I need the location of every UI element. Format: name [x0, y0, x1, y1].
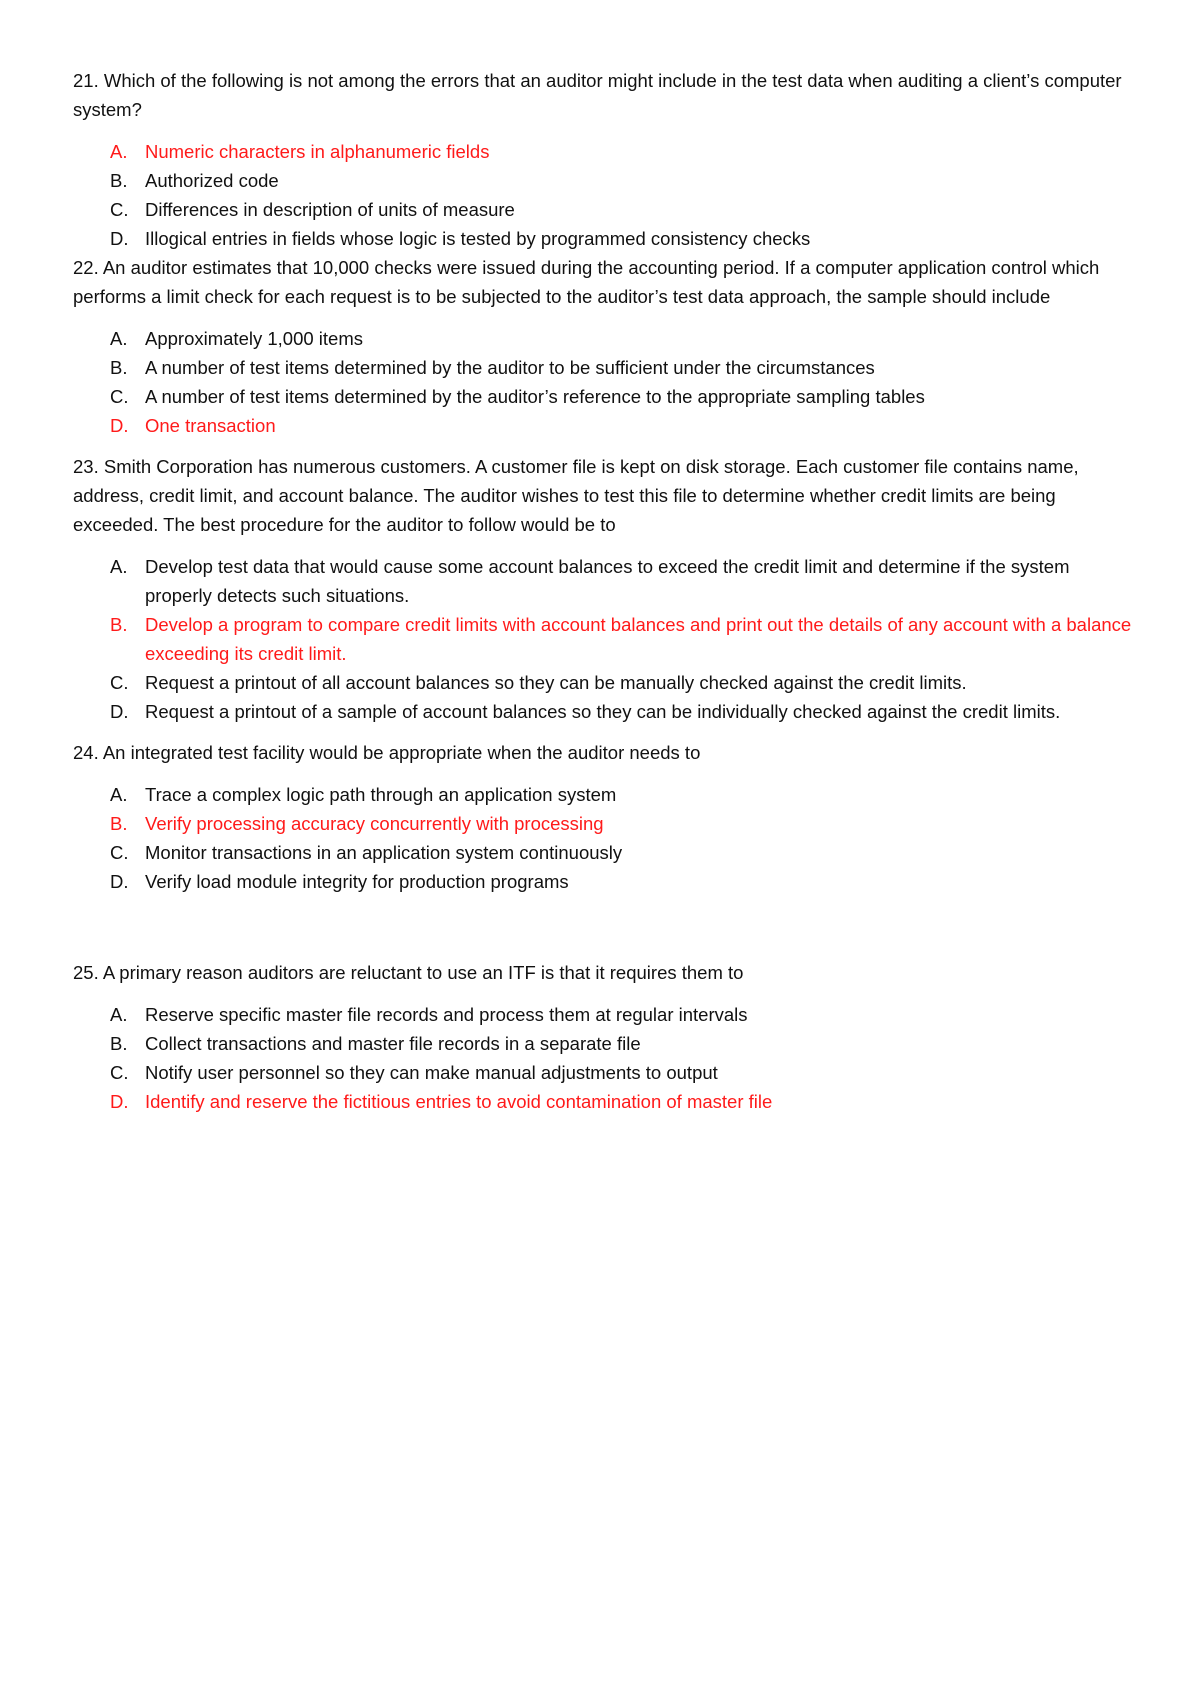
- option-letter: B.: [110, 614, 128, 635]
- question-stem: An integrated test facility would be appropriate when the auditor needs to: [102, 742, 701, 763]
- question-24: [73, 738, 1133, 896]
- options-list: [73, 780, 1133, 896]
- option-letter: B.: [110, 1033, 128, 1054]
- question-number: 23.: [73, 456, 99, 477]
- question-stem: An auditor estimates that 10,000 checks were issued during the accounting period. If a computer application control which performs a limit check for each request is to be subjected to the auditor’s test data approach, the sample should include: [73, 257, 1100, 307]
- option-letter: A.: [110, 1004, 128, 1025]
- question-23-text: [73, 452, 1133, 539]
- option-text: Request a printout of a sample of account balances so they can be individually checked against the credit limits.: [145, 701, 1061, 722]
- option-22-c: [73, 382, 1133, 411]
- question-23: [73, 452, 1133, 726]
- option-25-c: [73, 1058, 1133, 1087]
- question-25: [73, 958, 1133, 1116]
- option-21-c: [73, 195, 1133, 224]
- option-25-a: [73, 1000, 1133, 1029]
- question-21-text: [73, 66, 1133, 124]
- question-21: [73, 66, 1133, 253]
- option-text: Approximately 1,000 items: [145, 328, 363, 349]
- options-list: [73, 552, 1133, 726]
- option-22-d: [73, 411, 1133, 440]
- option-letter: D.: [110, 1091, 129, 1112]
- option-text: Notify user personnel so they can make manual adjustments to output: [145, 1062, 718, 1083]
- option-25-b: [73, 1029, 1133, 1058]
- option-text: Verify processing accuracy concurrently with processing: [145, 813, 604, 834]
- option-24-d: [73, 867, 1133, 896]
- question-22-text: [73, 253, 1133, 311]
- options-list: [73, 324, 1133, 440]
- option-letter: A.: [110, 141, 128, 162]
- options-list: [73, 1000, 1133, 1116]
- question-24-text: [73, 738, 1133, 767]
- quiz-content: [73, 66, 1133, 1116]
- option-23-d: [73, 697, 1133, 726]
- option-text: One transaction: [145, 415, 276, 436]
- option-text: A number of test items determined by the auditor’s reference to the appropriate sampling tables: [145, 386, 925, 407]
- option-text: Monitor transactions in an application system continuously: [145, 842, 623, 863]
- option-22-b: [73, 353, 1133, 382]
- option-23-c: [73, 668, 1133, 697]
- option-letter: C.: [110, 199, 129, 220]
- option-letter: A.: [110, 328, 128, 349]
- option-letter: D.: [110, 701, 129, 722]
- option-letter: B.: [110, 357, 128, 378]
- option-letter: C.: [110, 842, 129, 863]
- question-stem: Smith Corporation has numerous customers. A customer file is kept on disk storage. Each customer file contains name, address, credit limit, and account balance. The auditor wishes to test this file to determine whether credit limits are being exceeded. The best procedure for the auditor to follow would be to: [73, 456, 1079, 535]
- option-letter: C.: [110, 672, 129, 693]
- option-letter: A.: [110, 784, 128, 805]
- option-text: Verify load module integrity for production programs: [145, 871, 569, 892]
- option-text: Develop a program to compare credit limits with account balances and print out the details of any account with a balance exceeding its credit limit.: [145, 614, 1132, 664]
- question-number: 22.: [73, 257, 99, 278]
- option-24-a: [73, 780, 1133, 809]
- option-23-a: [73, 552, 1133, 610]
- option-text: Illogical entries in fields whose logic is tested by programmed consistency checks: [145, 228, 811, 249]
- option-letter: B.: [110, 813, 128, 834]
- option-letter: B.: [110, 170, 128, 191]
- option-text: Reserve specific master file records and process them at regular intervals: [145, 1004, 748, 1025]
- option-letter: D.: [110, 415, 129, 436]
- option-23-b: [73, 610, 1133, 668]
- option-text: Request a printout of all account balances so they can be manually checked against the credit limits.: [145, 672, 967, 693]
- option-text: Identify and reserve the fictitious entries to avoid contamination of master file: [145, 1091, 773, 1112]
- question-stem: A primary reason auditors are reluctant to use an ITF is that it requires them to: [102, 962, 744, 983]
- question-number: 21.: [73, 70, 99, 91]
- option-letter: D.: [110, 871, 129, 892]
- option-25-d: [73, 1087, 1133, 1116]
- option-21-a: [73, 137, 1133, 166]
- options-list: [73, 137, 1133, 253]
- option-24-c: [73, 838, 1133, 867]
- option-text: Collect transactions and master file records in a separate file: [145, 1033, 641, 1054]
- question-number: 24.: [73, 742, 99, 763]
- option-22-a: [73, 324, 1133, 353]
- option-text: Authorized code: [145, 170, 279, 191]
- question-number: 25.: [73, 962, 99, 983]
- option-letter: D.: [110, 228, 129, 249]
- option-21-d: [73, 224, 1133, 253]
- option-24-b: [73, 809, 1133, 838]
- option-text: Differences in description of units of measure: [145, 199, 515, 220]
- option-letter: C.: [110, 386, 129, 407]
- option-21-b: [73, 166, 1133, 195]
- option-letter: C.: [110, 1062, 129, 1083]
- option-text: A number of test items determined by the auditor to be sufficient under the circumstances: [145, 357, 875, 378]
- question-25-text: [73, 958, 1133, 987]
- question-22: [73, 253, 1133, 440]
- question-stem: Which of the following is not among the errors that an auditor might include in the test data when auditing a client’s computer system?: [73, 70, 1122, 120]
- option-text: Develop test data that would cause some account balances to exceed the credit limit and determine if the system properly detects such situations.: [145, 556, 1070, 606]
- option-text: Numeric characters in alphanumeric fields: [145, 141, 490, 162]
- option-letter: A.: [110, 556, 128, 577]
- option-text: Trace a complex logic path through an application system: [145, 784, 617, 805]
